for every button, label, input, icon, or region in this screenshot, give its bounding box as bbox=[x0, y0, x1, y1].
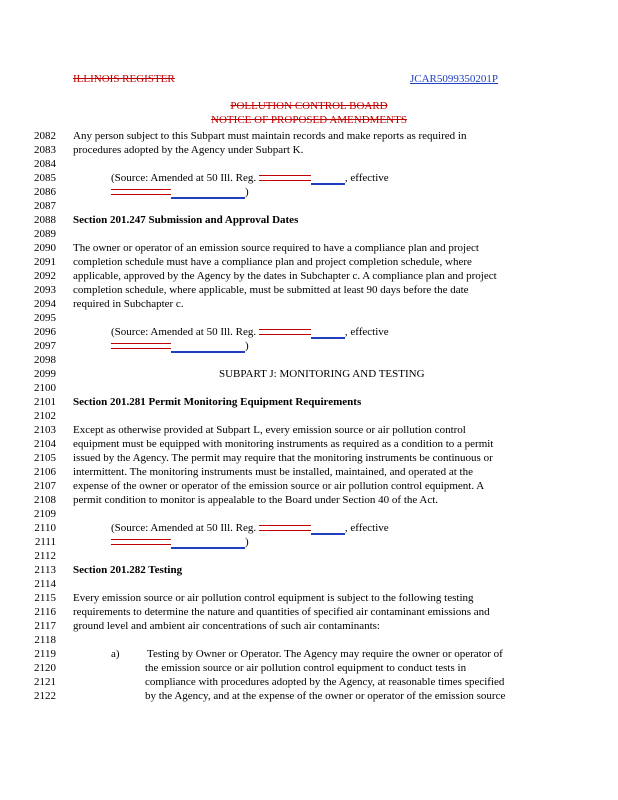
line-2118: 2118 bbox=[34, 634, 56, 646]
line-2109: 2109 bbox=[34, 508, 56, 520]
line-2121: 2121 compliance with procedures adopted by the Agency, at reasonable times specified bbox=[34, 676, 505, 688]
line-2102: 2102 bbox=[34, 410, 56, 422]
jcar-code-link[interactable]: JCAR5099350201P bbox=[410, 73, 499, 85]
list-label-a: a) bbox=[111, 648, 120, 660]
line-2095: 2095 bbox=[34, 312, 56, 324]
line-2099: 2099 SUBPART J: MONITORING AND TESTING bbox=[34, 368, 425, 380]
line-2117: 2117 ground level and ambient air concentrations of such air contaminants: bbox=[34, 620, 380, 632]
line-2100: 2100 bbox=[34, 382, 56, 394]
line-2114: 2114 bbox=[34, 578, 56, 590]
line-2087: 2087 bbox=[34, 200, 56, 212]
line-2091: 2091 completion schedule must have a compliance plan and project completion schedule, where bbox=[34, 256, 472, 268]
line-2094: 2094 required in Subchapter c. bbox=[34, 298, 184, 310]
line-2122: 2122 by the Agency, and at the expense of the owner or operator of the emission source bbox=[34, 690, 506, 702]
line-2112: 2112 bbox=[34, 550, 56, 562]
line-2096: 2096 (Source: Amended at 50 Ill. Reg. , effective bbox=[34, 326, 389, 338]
line-2116: 2116 requirements to determine the nature and quantities of specified air contaminant emissions and bbox=[34, 606, 490, 618]
line-2105: 2105 issued by the Agency. The permit may require that the monitoring instruments be continuous or bbox=[34, 452, 493, 464]
line-2111: 2111 ) bbox=[34, 536, 249, 548]
line-2086: 2086 ) bbox=[34, 186, 249, 198]
line-2098: 2098 bbox=[34, 354, 56, 366]
line-2108: 2108 permit condition to monitor is appealable to the Board under Section 40 of the Act. bbox=[34, 494, 439, 506]
line-2084: 2084 bbox=[34, 158, 56, 170]
line-2103: 2103 Except as otherwise provided at Subpart L, every emission source or air pollution control bbox=[34, 424, 466, 436]
line-2104: 2104 equipment must be equipped with monitoring instruments as required as a condition to a permit bbox=[34, 438, 494, 450]
line-2093: 2093 completion schedule, where applicable, must be submitted at least 90 days before the date bbox=[34, 284, 469, 296]
line-2092: 2092 applicable, approved by the Agency by the dates in Subchapter c. A compliance plan and project bbox=[34, 270, 497, 282]
line-2088: 2088 Section 201.247 Submission and Approval Dates bbox=[34, 214, 299, 226]
notice-title: NOTICE OF PROPOSED AMENDMENTS bbox=[211, 114, 407, 126]
line-2085: 2085 (Source: Amended at 50 Ill. Reg. , effective bbox=[34, 172, 389, 184]
line-2115: 2115 Every emission source or air pollution control equipment is subject to the following testing bbox=[34, 592, 474, 604]
line-2110: 2110 (Source: Amended at 50 Ill. Reg. , effective bbox=[34, 522, 389, 534]
line-2113: 2113 Section 201.282 Testing bbox=[34, 564, 183, 576]
line-2082: 2082 Any person subject to this Subpart must maintain records and make reports as required in bbox=[34, 130, 467, 142]
register-title: ILLINOIS REGISTER bbox=[73, 73, 175, 85]
line-2119: 2119 a) Testing by Owner or Operator. The Agency may require the owner or operator of bbox=[34, 648, 503, 660]
line-2089: 2089 bbox=[34, 228, 56, 240]
line-2097: 2097 ) bbox=[34, 340, 249, 352]
line-2083: 2083 procedures adopted by the Agency under Subpart K. bbox=[34, 144, 304, 156]
line-2101: 2101 Section 201.281 Permit Monitoring Equipment Requirements bbox=[34, 396, 362, 408]
line-2106: 2106 intermittent. The monitoring instruments must be installed, maintained, and operated at the bbox=[34, 466, 473, 478]
line-2107: 2107 expense of the owner or operator of the emission source or air pollution control equipment. A bbox=[34, 480, 485, 492]
board-title: POLLUTION CONTROL BOARD bbox=[230, 100, 388, 112]
line-2090: 2090 The owner or operator of an emission source required to have a compliance plan and project bbox=[34, 242, 479, 254]
line-2120: 2120 the emission source or air pollution control equipment to conduct tests in bbox=[34, 662, 467, 674]
